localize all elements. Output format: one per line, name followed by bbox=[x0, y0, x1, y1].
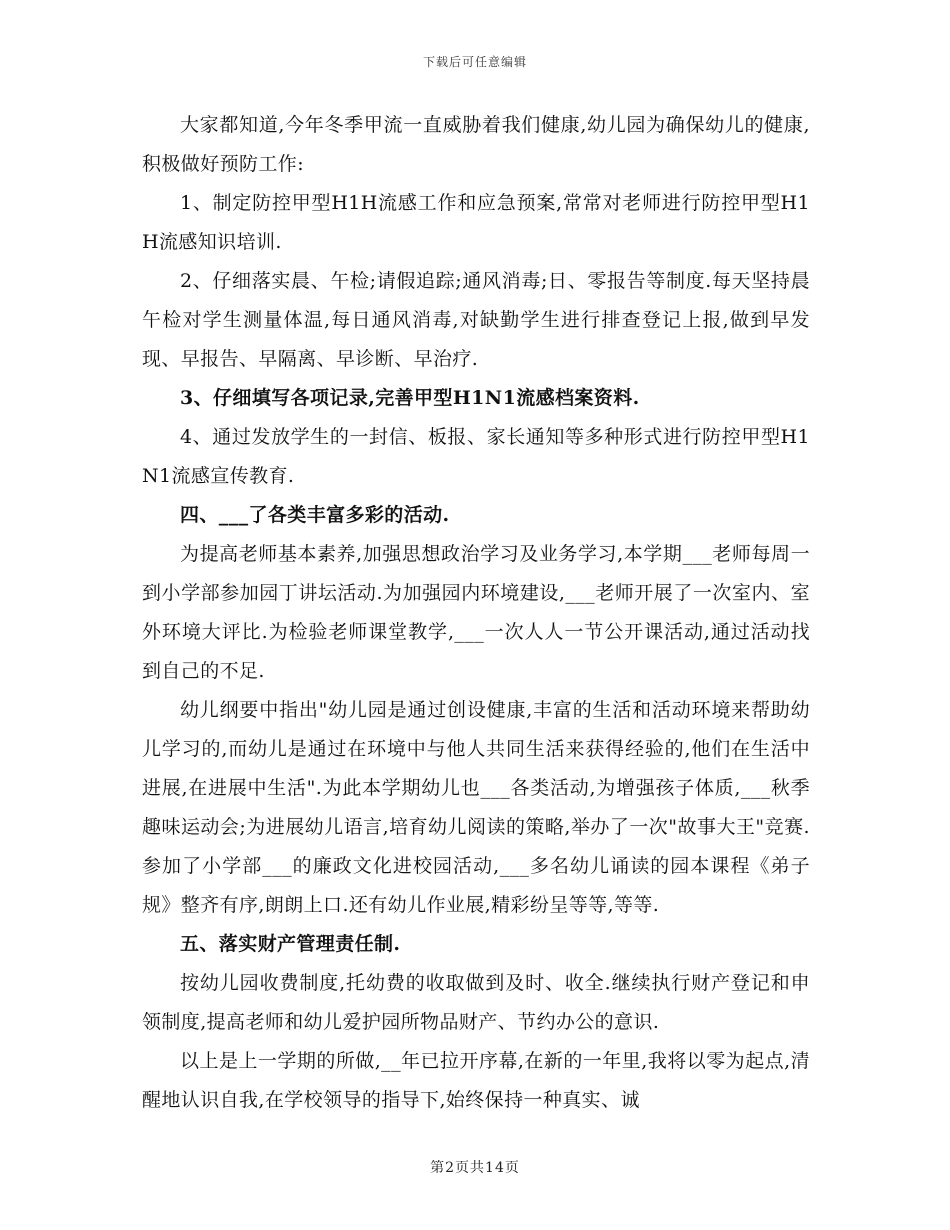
paragraph-child-activities: 幼儿纲要中指出"幼儿园是通过创设健康,丰富的生活和活动环境来帮助幼儿学习的,而幼儿是通过在环境中与他人共同生活来获得经验的,他们在生活中进展,在进展中生活".为此本学期幼儿也___各类活动,为增强孩子体质,___秋季趣味运动会;为进展幼儿语言,培育幼儿阅读的策略,举办了一次"故事大王"竞赛.参加了小学部___的廉政文化进校园活动,___多名幼儿诵读的园本课程《弟子规》整齐有序,朗朗上口.还有幼儿作业展,精彩纷呈等等,等等. bbox=[142, 699, 810, 916]
paragraph-teacher-activities: 为提高老师基本素养,加强思想政治学习及业务学习,本学期___老师每周一到小学部参加园丁讲坛活动.为加强园内环境建设,___老师开展了一次室内、室外环境大评比.为检验老师课堂教学,___一次人人一节公开课活动,通过活动找到自己的不足. bbox=[142, 543, 810, 682]
section-heading-4: 四、___了各类丰富多彩的活动. bbox=[180, 504, 450, 526]
page-number-footer: 第2页共14页 bbox=[430, 1160, 520, 1176]
section-heading-5: 五、落实财产管理责任制. bbox=[180, 933, 401, 955]
document-body bbox=[142, 106, 810, 1120]
paragraph-item-2: 2、仔细落实晨、午检;请假追踪;通风消毒;日、零报告等制度.每天坚持晨午检对学生测量体温,每日通风消毒,对缺勤学生进行排查登记上报,做到早发现、早报告、早隔离、早诊断、早治疗. bbox=[142, 270, 810, 370]
paragraph-finance: 按幼儿园收费制度,托幼费的收取做到及时、收全.继续执行财产登记和申领制度,提高老师和幼儿爱护园所物品财产、节约办公的意识. bbox=[142, 972, 810, 1033]
paragraph-item-4: 4、通过发放学生的一封信、板报、家长通知等多种形式进行防控甲型H1N1流感宣传教育. bbox=[142, 426, 810, 487]
paragraph-item-1: 1、制定防控甲型H1H流感工作和应急预案,常常对老师进行防控甲型H1H流感知识培训. bbox=[142, 192, 810, 253]
paragraph-intro: 大家都知道,今年冬季甲流一直威胁着我们健康,幼儿园为确保幼儿的健康,积极做好预防工作: bbox=[142, 114, 810, 175]
page-header-note: 下载后可任意编辑 bbox=[422, 55, 527, 69]
paragraph-conclusion: 以上是上一学期的所做,__年已拉开序幕,在新的一年里,我将以零为起点,清醒地认识自我,在学校领导的指导下,始终保持一种真实、诚 bbox=[142, 1050, 810, 1111]
paragraph-item-3: 3、仔细填写各项记录,完善甲型H1N1流感档案资料. bbox=[180, 387, 640, 409]
